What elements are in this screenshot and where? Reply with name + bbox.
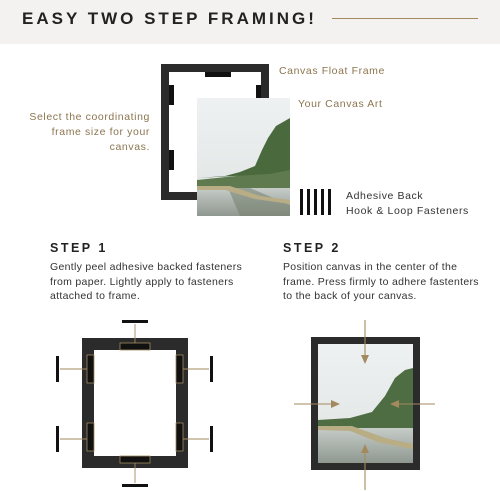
adhesive-label-line1: Adhesive Back [346,190,424,202]
select-size-label: Select the coordinating frame size for your canvas. [29,111,150,153]
frame-label: Canvas Float Frame [279,65,385,77]
adhesive-label [346,189,469,219]
art-label: Your Canvas Art [298,98,383,110]
step2-description: Position canvas in the center of the frame. Press firmly to adhere fastenters to the back of your canvas. [283,261,479,302]
adhesive-label-line2: Hook & Loop Fasteners [346,205,469,217]
step1-title: STEP 1 [50,241,108,255]
step2-title: STEP 2 [283,241,341,255]
hook-loop-strips-icon [300,189,331,215]
step1-frame-illustration [82,338,188,468]
page-title: EASY TWO STEP FRAMING! [22,9,317,28]
canvas-art-illustration [197,98,290,216]
step1-description: Gently peel adhesive backed fasteners from paper. Lightly apply to fasteners attached to frame. [50,261,243,302]
